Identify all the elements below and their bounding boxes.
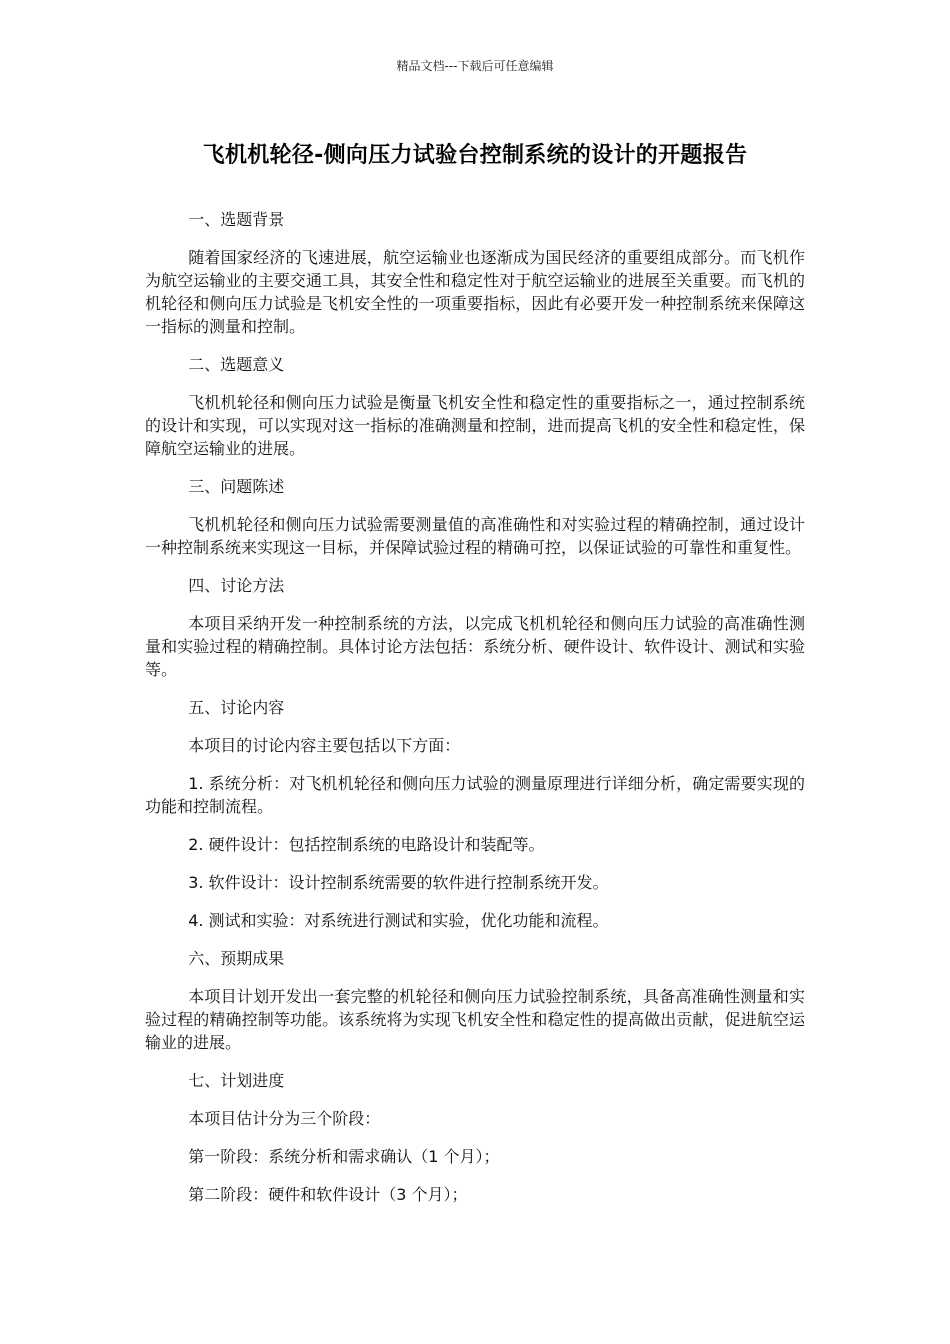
plan-stage-1: 第一阶段：系统分析和需求确认（1 个月）；	[188, 1147, 500, 1166]
document-body	[145, 208, 805, 1221]
plan-stage-2: 第二阶段：硬件和软件设计（3 个月）；	[188, 1185, 468, 1204]
paragraph-problem: 飞机机轮径和侧向压力试验需要测量值的高准确性和对实验过程的精确控制，通过设计一种控制系统来实现这一目标，并保障试验过程的精确可控，以保证试验的可靠性和重复性。	[145, 515, 805, 557]
paragraph-results: 本项目计划开发出一套完整的机轮径和侧向压力试验控制系统，具备高准确性测量和实验过程的精确控制等功能。该系统将为实现飞机安全性和稳定性的提高做出贡献，促进航空运输业的进展。	[145, 987, 805, 1052]
paragraph-content-intro: 本项目的讨论内容主要包括以下方面：	[188, 736, 461, 755]
list-item-software-design: 3. 软件设计：设计控制系统需要的软件进行控制系统开发。	[188, 873, 609, 892]
paragraph-background: 随着国家经济的飞速进展，航空运输业也逐渐成为国民经济的重要组成部分。而飞机作为航空运输业的主要交通工具，其安全性和稳定性对于航空运输业的进展至关重要。而飞机的机轮径和侧向压力试验是飞机安全性的一项重要指标，因此有必要开发一种控制系统来保障这一指标的测量和控制。	[145, 248, 805, 336]
paragraph-plan-intro: 本项目估计分为三个阶段：	[188, 1109, 381, 1128]
section-heading-background: 一、选题背景	[188, 210, 285, 229]
paragraph-method: 本项目采纳开发一种控制系统的方法，以完成飞机机轮径和侧向压力试验的高准确性测量和实验过程的精确控制。具体讨论方法包括：系统分析、硬件设计、软件设计、测试和实验等。	[145, 614, 805, 679]
section-heading-significance: 二、选题意义	[188, 355, 285, 374]
document-title: 飞机机轮径-侧向压力试验台控制系统的设计的开题报告	[202, 143, 748, 168]
section-heading-plan: 七、计划进度	[188, 1071, 285, 1090]
paragraph-significance: 飞机机轮径和侧向压力试验是衡量飞机安全性和稳定性的重要指标之一，通过控制系统的设计和实现，可以实现对这一指标的准确测量和控制，进而提高飞机的安全性和稳定性，保障航空运输业的进展。	[145, 393, 805, 458]
list-item-system-analysis: 1. 系统分析：对飞机机轮径和侧向压力试验的测量原理进行详细分析，确定需要实现的功能和控制流程。	[145, 774, 805, 816]
section-heading-content: 五、讨论内容	[188, 698, 285, 717]
list-item-testing: 4. 测试和实验：对系统进行测试和实验，优化功能和流程。	[188, 911, 609, 930]
section-heading-problem: 三、问题陈述	[188, 477, 285, 496]
section-heading-method: 四、讨论方法	[188, 576, 285, 595]
list-item-hardware-design: 2. 硬件设计：包括控制系统的电路设计和装配等。	[188, 835, 545, 854]
header-note: 精品文档---下载后可任意编辑	[396, 59, 554, 73]
section-heading-results: 六、预期成果	[188, 949, 285, 968]
